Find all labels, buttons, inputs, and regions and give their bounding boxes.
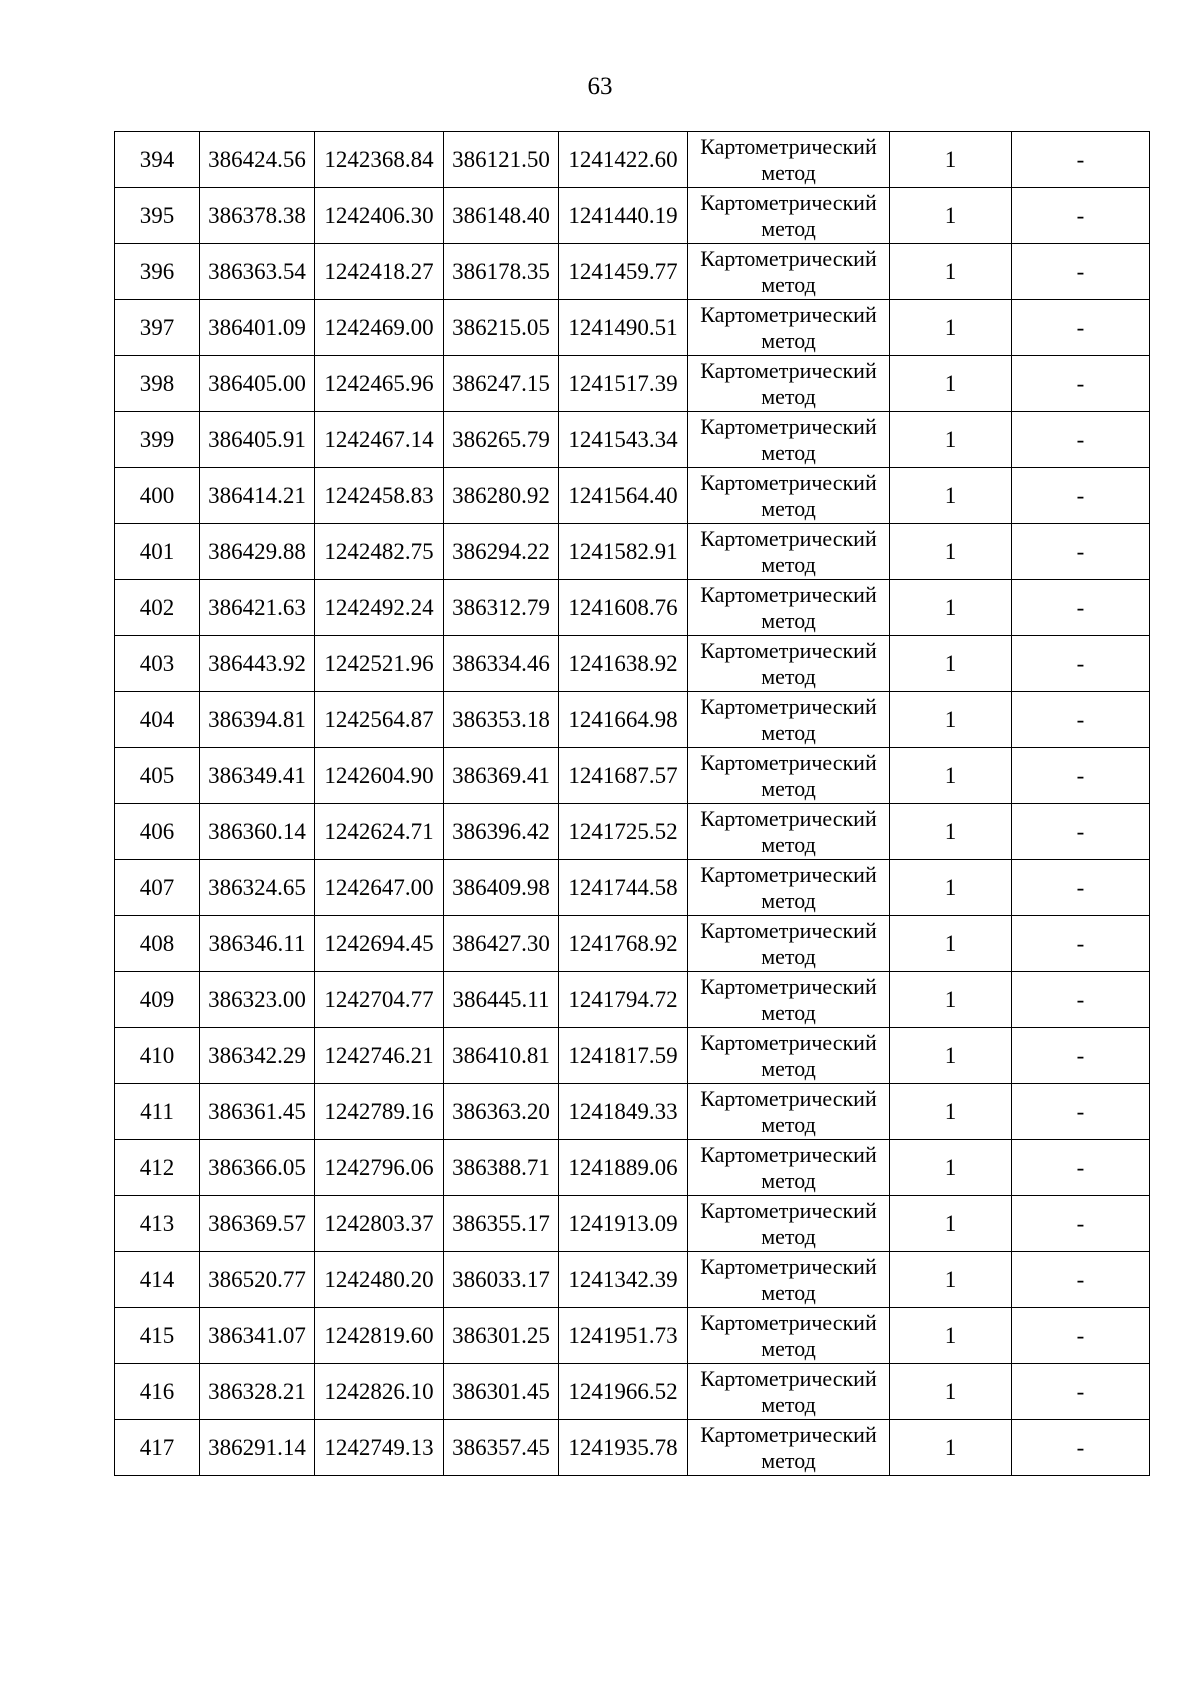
accuracy-cell: 1 <box>890 860 1012 916</box>
x2-cell: 386301.45 <box>444 1364 559 1420</box>
y2-cell: 1241582.91 <box>559 524 688 580</box>
method-line-1: Картометрический <box>700 1253 877 1279</box>
table-row <box>115 1364 1150 1420</box>
x1-cell: 386429.88 <box>200 524 315 580</box>
y1-cell: 1242465.96 <box>315 356 444 412</box>
note-cell: - <box>1012 1140 1150 1196</box>
accuracy-cell: 1 <box>890 636 1012 692</box>
x2-cell: 386121.50 <box>444 132 559 188</box>
note-cell: - <box>1012 1420 1150 1476</box>
point-number-cell: 415 <box>115 1308 200 1364</box>
y1-cell: 1242604.90 <box>315 748 444 804</box>
method-line-2: метод <box>761 1391 816 1417</box>
method-line-1: Картометрический <box>700 1141 877 1167</box>
method-cell <box>688 468 890 524</box>
method-line-2: метод <box>761 607 816 633</box>
table-row <box>115 748 1150 804</box>
x2-cell: 386178.35 <box>444 244 559 300</box>
point-number-cell: 401 <box>115 524 200 580</box>
method-cell <box>688 524 890 580</box>
point-number-cell: 405 <box>115 748 200 804</box>
method-cell <box>688 132 890 188</box>
method-line-1: Картометрический <box>700 469 877 495</box>
method-cell <box>688 972 890 1028</box>
method-line-1: Картометрический <box>700 245 877 271</box>
table-row <box>115 468 1150 524</box>
note-cell: - <box>1012 188 1150 244</box>
method-line-1: Картометрический <box>700 525 877 551</box>
y2-cell: 1241490.51 <box>559 300 688 356</box>
x1-cell: 386405.91 <box>200 412 315 468</box>
x1-cell: 386323.00 <box>200 972 315 1028</box>
accuracy-cell: 1 <box>890 300 1012 356</box>
x1-cell: 386342.29 <box>200 1028 315 1084</box>
point-number-cell: 409 <box>115 972 200 1028</box>
method-line-2: метод <box>761 663 816 689</box>
method-line-2: метод <box>761 1167 816 1193</box>
accuracy-cell: 1 <box>890 244 1012 300</box>
point-number-cell: 402 <box>115 580 200 636</box>
table-row <box>115 1308 1150 1364</box>
method-cell <box>688 1196 890 1252</box>
note-cell: - <box>1012 1028 1150 1084</box>
table-body <box>115 132 1150 1476</box>
y2-cell: 1241459.77 <box>559 244 688 300</box>
accuracy-cell: 1 <box>890 1140 1012 1196</box>
method-cell <box>688 1140 890 1196</box>
method-line-1: Картометрический <box>700 413 877 439</box>
x2-cell: 386280.92 <box>444 468 559 524</box>
x2-cell: 386369.41 <box>444 748 559 804</box>
accuracy-cell: 1 <box>890 1196 1012 1252</box>
note-cell: - <box>1012 1252 1150 1308</box>
point-number-cell: 394 <box>115 132 200 188</box>
method-line-2: метод <box>761 495 816 521</box>
y2-cell: 1241564.40 <box>559 468 688 524</box>
method-cell <box>688 1028 890 1084</box>
x1-cell: 386363.54 <box>200 244 315 300</box>
y2-cell: 1241817.59 <box>559 1028 688 1084</box>
method-line-1: Картометрический <box>700 693 877 719</box>
method-line-1: Картометрический <box>700 301 877 327</box>
method-cell <box>688 916 890 972</box>
x1-cell: 386520.77 <box>200 1252 315 1308</box>
point-number-cell: 414 <box>115 1252 200 1308</box>
table-row <box>115 1140 1150 1196</box>
y2-cell: 1241608.76 <box>559 580 688 636</box>
point-number-cell: 398 <box>115 356 200 412</box>
y2-cell: 1241849.33 <box>559 1084 688 1140</box>
method-cell <box>688 580 890 636</box>
y1-cell: 1242694.45 <box>315 916 444 972</box>
y1-cell: 1242647.00 <box>315 860 444 916</box>
y1-cell: 1242749.13 <box>315 1420 444 1476</box>
y1-cell: 1242826.10 <box>315 1364 444 1420</box>
table-row <box>115 1084 1150 1140</box>
y1-cell: 1242796.06 <box>315 1140 444 1196</box>
point-number-cell: 413 <box>115 1196 200 1252</box>
x1-cell: 386421.63 <box>200 580 315 636</box>
y2-cell: 1241440.19 <box>559 188 688 244</box>
table-row <box>115 524 1150 580</box>
note-cell: - <box>1012 300 1150 356</box>
method-cell <box>688 188 890 244</box>
x1-cell: 386346.11 <box>200 916 315 972</box>
y2-cell: 1241543.34 <box>559 412 688 468</box>
note-cell: - <box>1012 1196 1150 1252</box>
method-line-2: метод <box>761 551 816 577</box>
x1-cell: 386341.07 <box>200 1308 315 1364</box>
note-cell: - <box>1012 636 1150 692</box>
method-line-1: Картометрический <box>700 861 877 887</box>
method-line-2: метод <box>761 1223 816 1249</box>
page-number: 63 <box>587 73 613 100</box>
y1-cell: 1242480.20 <box>315 1252 444 1308</box>
x2-cell: 386396.42 <box>444 804 559 860</box>
y1-cell: 1242564.87 <box>315 692 444 748</box>
method-line-1: Картометрический <box>700 189 877 215</box>
accuracy-cell: 1 <box>890 1084 1012 1140</box>
x2-cell: 386033.17 <box>444 1252 559 1308</box>
method-cell <box>688 1420 890 1476</box>
method-line-1: Картометрический <box>700 1365 877 1391</box>
x1-cell: 386369.57 <box>200 1196 315 1252</box>
method-line-1: Картометрический <box>700 1029 877 1055</box>
y2-cell: 1241342.39 <box>559 1252 688 1308</box>
y1-cell: 1242704.77 <box>315 972 444 1028</box>
x2-cell: 386334.46 <box>444 636 559 692</box>
accuracy-cell: 1 <box>890 132 1012 188</box>
note-cell: - <box>1012 524 1150 580</box>
x1-cell: 386361.45 <box>200 1084 315 1140</box>
x1-cell: 386349.41 <box>200 748 315 804</box>
accuracy-cell: 1 <box>890 468 1012 524</box>
x2-cell: 386388.71 <box>444 1140 559 1196</box>
accuracy-cell: 1 <box>890 748 1012 804</box>
note-cell: - <box>1012 1364 1150 1420</box>
point-number-cell: 396 <box>115 244 200 300</box>
method-cell <box>688 300 890 356</box>
method-line-2: метод <box>761 159 816 185</box>
y1-cell: 1242746.21 <box>315 1028 444 1084</box>
y2-cell: 1241744.58 <box>559 860 688 916</box>
y2-cell: 1241638.92 <box>559 636 688 692</box>
method-cell <box>688 244 890 300</box>
table-row <box>115 692 1150 748</box>
note-cell: - <box>1012 1308 1150 1364</box>
x2-cell: 386148.40 <box>444 188 559 244</box>
x2-cell: 386353.18 <box>444 692 559 748</box>
x1-cell: 386394.81 <box>200 692 315 748</box>
table-row <box>115 804 1150 860</box>
method-line-2: метод <box>761 1335 816 1361</box>
x1-cell: 386443.92 <box>200 636 315 692</box>
note-cell: - <box>1012 468 1150 524</box>
point-number-cell: 407 <box>115 860 200 916</box>
y2-cell: 1241951.73 <box>559 1308 688 1364</box>
method-line-2: метод <box>761 719 816 745</box>
point-number-cell: 411 <box>115 1084 200 1140</box>
x1-cell: 386366.05 <box>200 1140 315 1196</box>
y2-cell: 1241913.09 <box>559 1196 688 1252</box>
method-line-2: метод <box>761 1279 816 1305</box>
x2-cell: 386301.25 <box>444 1308 559 1364</box>
note-cell: - <box>1012 132 1150 188</box>
method-cell <box>688 692 890 748</box>
x1-cell: 386378.38 <box>200 188 315 244</box>
table-row <box>115 972 1150 1028</box>
point-number-cell: 395 <box>115 188 200 244</box>
accuracy-cell: 1 <box>890 524 1012 580</box>
method-line-1: Картометрический <box>700 805 877 831</box>
x2-cell: 386294.22 <box>444 524 559 580</box>
x2-cell: 386355.17 <box>444 1196 559 1252</box>
method-line-2: метод <box>761 943 816 969</box>
note-cell: - <box>1012 804 1150 860</box>
method-line-2: метод <box>761 1055 816 1081</box>
coordinates-table <box>114 131 1150 1476</box>
y1-cell: 1242789.16 <box>315 1084 444 1140</box>
x2-cell: 386445.11 <box>444 972 559 1028</box>
accuracy-cell: 1 <box>890 692 1012 748</box>
method-cell <box>688 1252 890 1308</box>
x2-cell: 386363.20 <box>444 1084 559 1140</box>
y1-cell: 1242624.71 <box>315 804 444 860</box>
note-cell: - <box>1012 1084 1150 1140</box>
y2-cell: 1241687.57 <box>559 748 688 804</box>
point-number-cell: 410 <box>115 1028 200 1084</box>
accuracy-cell: 1 <box>890 1252 1012 1308</box>
x1-cell: 386328.21 <box>200 1364 315 1420</box>
method-cell <box>688 1364 890 1420</box>
table-row <box>115 1196 1150 1252</box>
table-row <box>115 1028 1150 1084</box>
note-cell: - <box>1012 244 1150 300</box>
note-cell: - <box>1012 412 1150 468</box>
table-row <box>115 300 1150 356</box>
method-line-2: метод <box>761 999 816 1025</box>
table-row <box>115 860 1150 916</box>
method-line-1: Картометрический <box>700 581 877 607</box>
table-row <box>115 580 1150 636</box>
y2-cell: 1241935.78 <box>559 1420 688 1476</box>
y1-cell: 1242458.83 <box>315 468 444 524</box>
method-line-1: Картометрический <box>700 917 877 943</box>
method-cell <box>688 860 890 916</box>
y1-cell: 1242418.27 <box>315 244 444 300</box>
method-line-1: Картометрический <box>700 1085 877 1111</box>
method-line-2: метод <box>761 887 816 913</box>
method-line-2: метод <box>761 831 816 857</box>
method-cell <box>688 804 890 860</box>
y1-cell: 1242406.30 <box>315 188 444 244</box>
note-cell: - <box>1012 356 1150 412</box>
table-row <box>115 1252 1150 1308</box>
accuracy-cell: 1 <box>890 804 1012 860</box>
method-cell <box>688 636 890 692</box>
method-line-1: Картометрический <box>700 749 877 775</box>
x2-cell: 386312.79 <box>444 580 559 636</box>
note-cell: - <box>1012 860 1150 916</box>
point-number-cell: 404 <box>115 692 200 748</box>
x1-cell: 386360.14 <box>200 804 315 860</box>
x1-cell: 386424.56 <box>200 132 315 188</box>
y1-cell: 1242467.14 <box>315 412 444 468</box>
accuracy-cell: 1 <box>890 188 1012 244</box>
method-cell <box>688 356 890 412</box>
method-line-1: Картометрический <box>700 973 877 999</box>
x1-cell: 386291.14 <box>200 1420 315 1476</box>
x2-cell: 386265.79 <box>444 412 559 468</box>
method-cell <box>688 1084 890 1140</box>
note-cell: - <box>1012 972 1150 1028</box>
accuracy-cell: 1 <box>890 1028 1012 1084</box>
x2-cell: 386410.81 <box>444 1028 559 1084</box>
point-number-cell: 399 <box>115 412 200 468</box>
method-line-2: метод <box>761 775 816 801</box>
note-cell: - <box>1012 748 1150 804</box>
y2-cell: 1241664.98 <box>559 692 688 748</box>
x1-cell: 386414.21 <box>200 468 315 524</box>
note-cell: - <box>1012 580 1150 636</box>
table-row <box>115 244 1150 300</box>
method-line-1: Картометрический <box>700 1309 877 1335</box>
accuracy-cell: 1 <box>890 972 1012 1028</box>
point-number-cell: 400 <box>115 468 200 524</box>
accuracy-cell: 1 <box>890 916 1012 972</box>
accuracy-cell: 1 <box>890 1364 1012 1420</box>
y2-cell: 1241768.92 <box>559 916 688 972</box>
method-line-1: Картометрический <box>700 357 877 383</box>
y2-cell: 1241517.39 <box>559 356 688 412</box>
y1-cell: 1242368.84 <box>315 132 444 188</box>
x2-cell: 386409.98 <box>444 860 559 916</box>
table-row <box>115 412 1150 468</box>
method-cell <box>688 1308 890 1364</box>
point-number-cell: 412 <box>115 1140 200 1196</box>
x2-cell: 386357.45 <box>444 1420 559 1476</box>
x2-cell: 386427.30 <box>444 916 559 972</box>
y2-cell: 1241794.72 <box>559 972 688 1028</box>
accuracy-cell: 1 <box>890 1420 1012 1476</box>
method-line-2: метод <box>761 327 816 353</box>
table-row <box>115 1420 1150 1476</box>
method-line-2: метод <box>761 1447 816 1473</box>
point-number-cell: 397 <box>115 300 200 356</box>
y1-cell: 1242492.24 <box>315 580 444 636</box>
method-line-2: метод <box>761 1111 816 1137</box>
method-line-2: метод <box>761 383 816 409</box>
method-line-1: Картометрический <box>700 637 877 663</box>
y2-cell: 1241966.52 <box>559 1364 688 1420</box>
accuracy-cell: 1 <box>890 1308 1012 1364</box>
accuracy-cell: 1 <box>890 356 1012 412</box>
accuracy-cell: 1 <box>890 580 1012 636</box>
y1-cell: 1242521.96 <box>315 636 444 692</box>
method-line-2: метод <box>761 271 816 297</box>
x1-cell: 386324.65 <box>200 860 315 916</box>
x2-cell: 386215.05 <box>444 300 559 356</box>
y1-cell: 1242482.75 <box>315 524 444 580</box>
point-number-cell: 403 <box>115 636 200 692</box>
y1-cell: 1242803.37 <box>315 1196 444 1252</box>
x1-cell: 386405.00 <box>200 356 315 412</box>
point-number-cell: 417 <box>115 1420 200 1476</box>
y1-cell: 1242469.00 <box>315 300 444 356</box>
method-line-2: метод <box>761 439 816 465</box>
table-row <box>115 356 1150 412</box>
point-number-cell: 406 <box>115 804 200 860</box>
table-row <box>115 188 1150 244</box>
x1-cell: 386401.09 <box>200 300 315 356</box>
method-cell <box>688 748 890 804</box>
point-number-cell: 416 <box>115 1364 200 1420</box>
table-row <box>115 916 1150 972</box>
method-line-1: Картометрический <box>700 1197 877 1223</box>
y2-cell: 1241422.60 <box>559 132 688 188</box>
method-line-1: Картометрический <box>700 1421 877 1447</box>
y2-cell: 1241725.52 <box>559 804 688 860</box>
method-line-1: Картометрический <box>700 133 877 159</box>
y1-cell: 1242819.60 <box>315 1308 444 1364</box>
table-row <box>115 636 1150 692</box>
table-row <box>115 132 1150 188</box>
accuracy-cell: 1 <box>890 412 1012 468</box>
method-line-2: метод <box>761 215 816 241</box>
y2-cell: 1241889.06 <box>559 1140 688 1196</box>
point-number-cell: 408 <box>115 916 200 972</box>
note-cell: - <box>1012 692 1150 748</box>
x2-cell: 386247.15 <box>444 356 559 412</box>
method-cell <box>688 412 890 468</box>
note-cell: - <box>1012 916 1150 972</box>
